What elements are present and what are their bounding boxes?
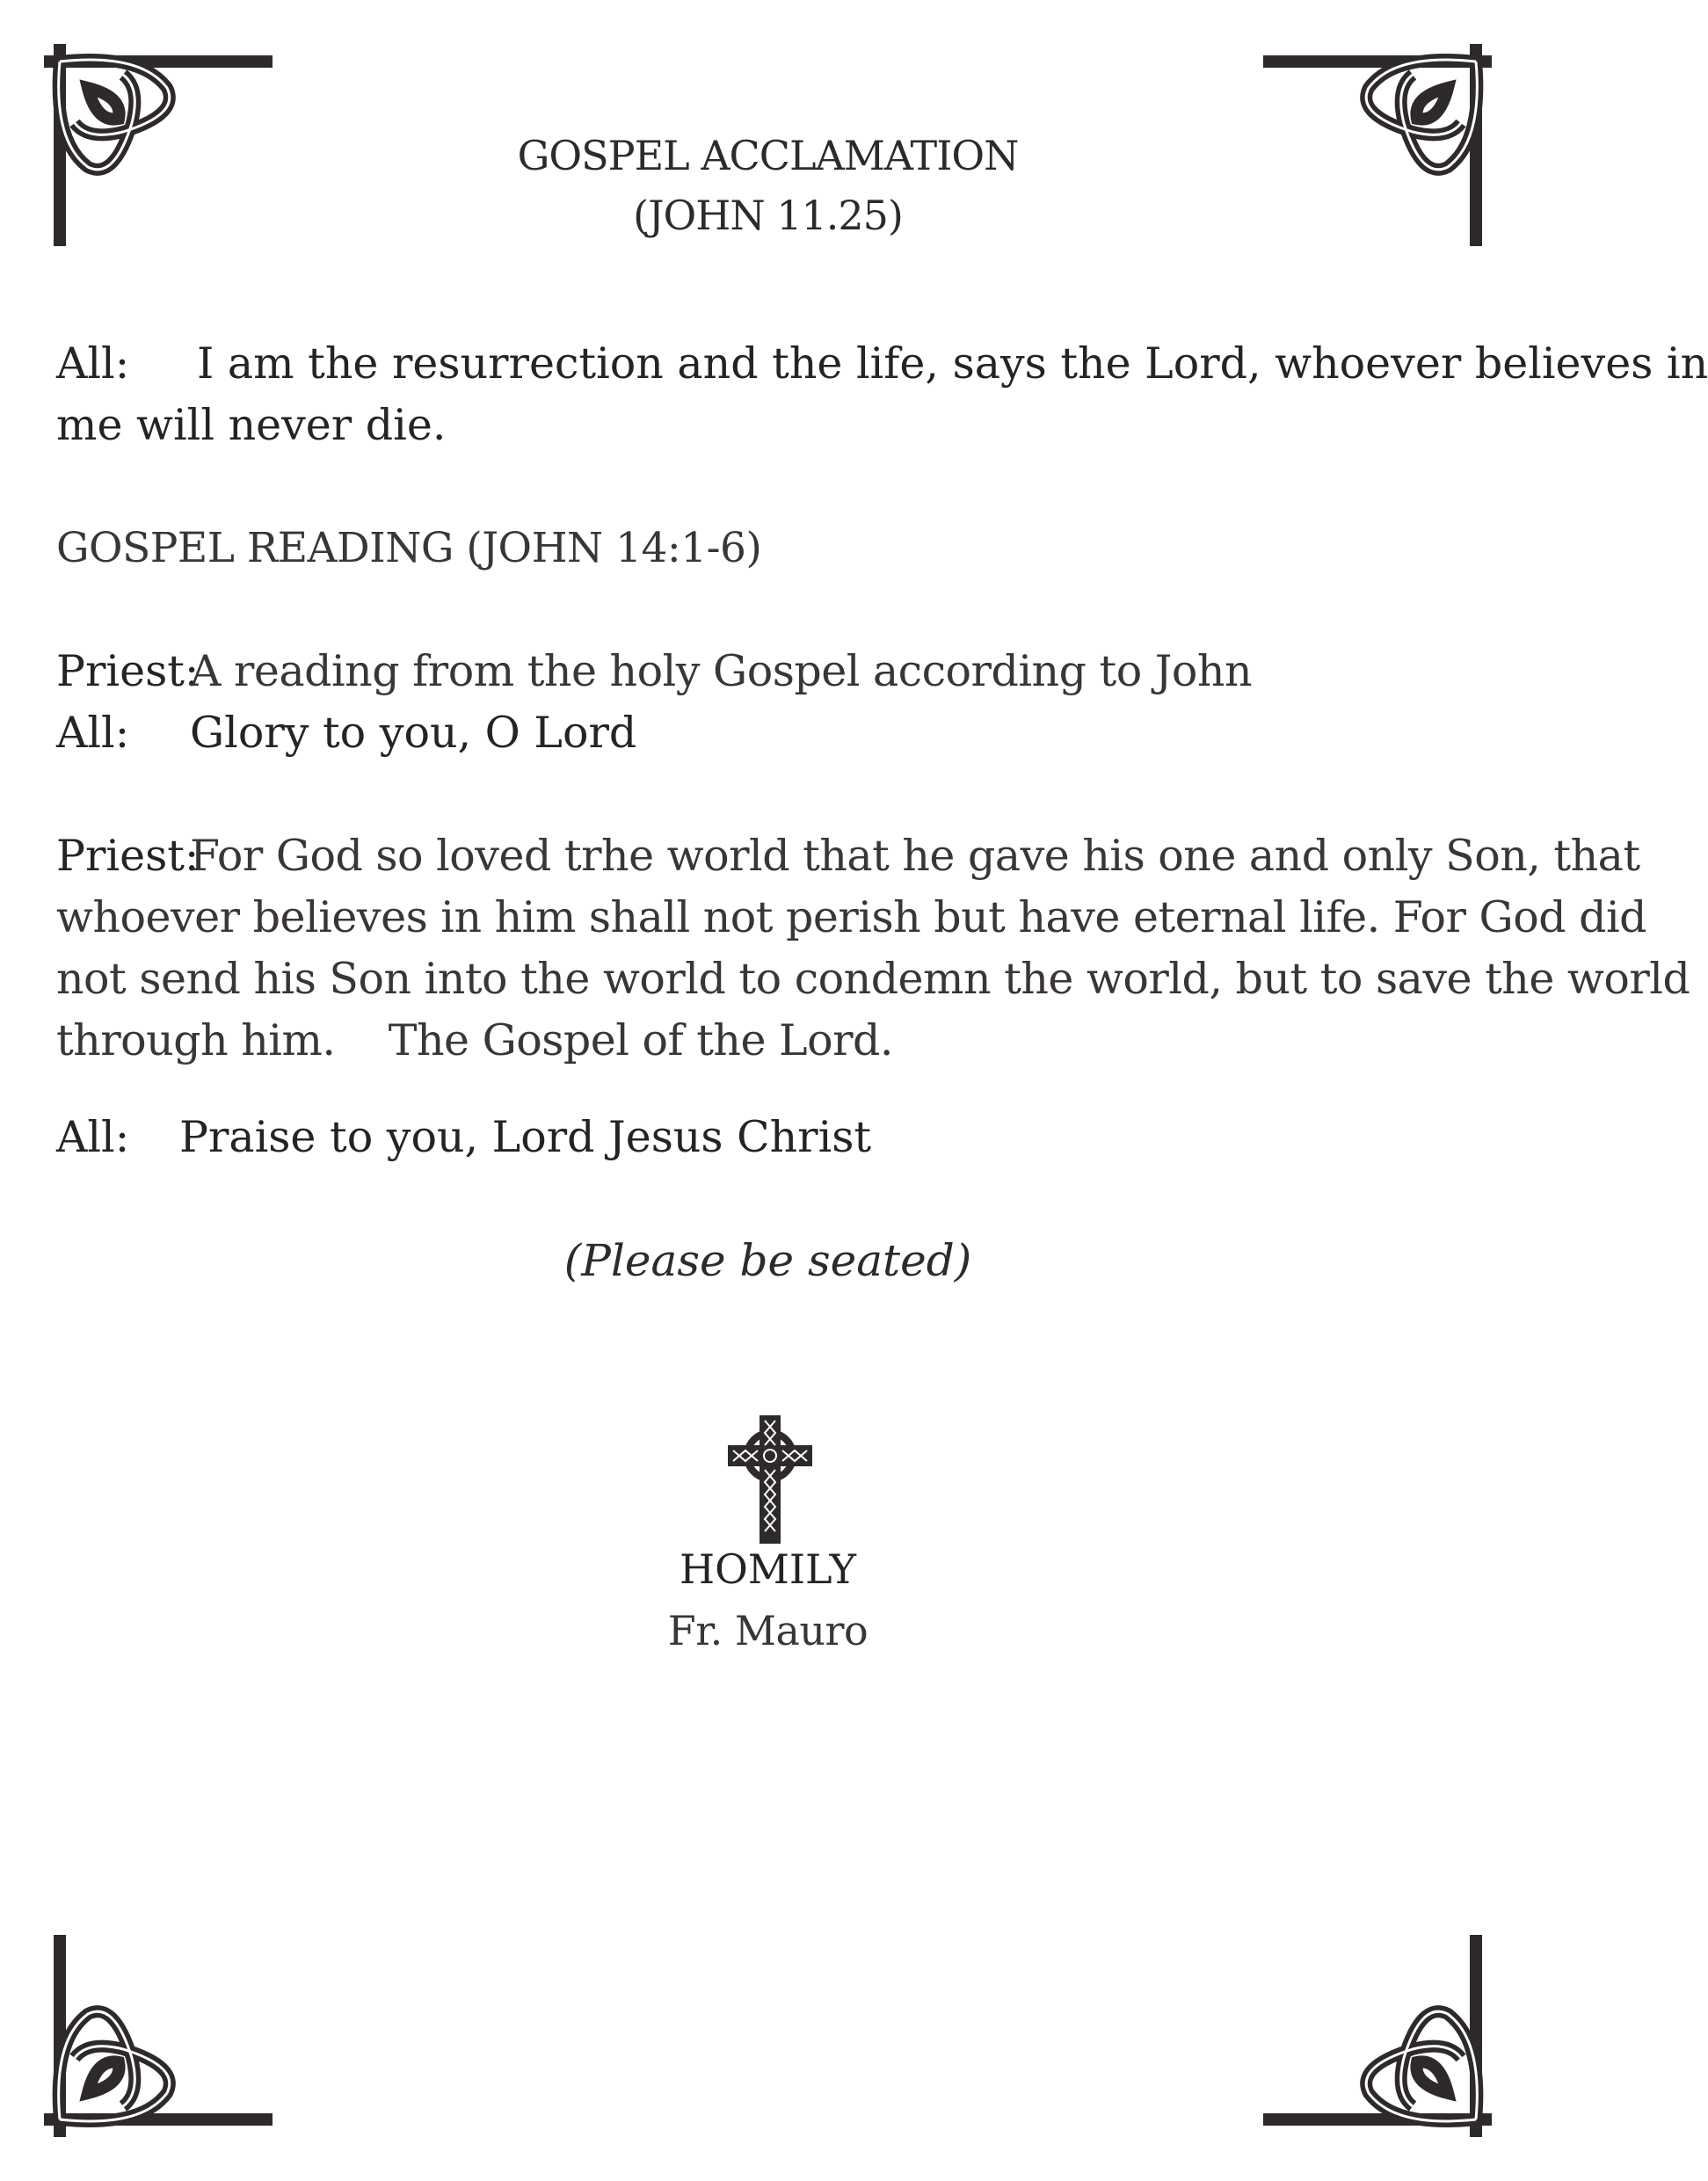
priest-label: Priest: [56,831,200,881]
all-label: All: [56,1112,130,1162]
speaker-label: All: [56,338,130,389]
homily-title: HOMILY [679,1545,857,1593]
passage-line-1 [56,831,1640,881]
acclamation-text: I am the resurrection and the life, says the Lord, whoever believes in [197,338,1708,389]
passage-line-3: not send his Son into the world to condemn the world, but to save the world [56,954,1690,1004]
celtic-knot-corner-icon [1237,1917,1501,2146]
all-label: All: [56,708,130,758]
reading-title: GOSPEL READING (JOHN 14:1-6) [56,524,762,572]
reading-intro-all [56,708,636,758]
passage-line-4: through him. The Gospel of the Lord. [56,1015,893,1065]
seating-instruction: (Please be seated) [563,1235,972,1286]
reading-response [56,1112,871,1162]
passage-line-2: whoever believes in him shall not perish but have eternal life. For God did [56,892,1647,942]
reading-intro-priest [56,646,1252,696]
acclamation-line-1 [56,338,1708,389]
celtic-cross-icon [728,1415,812,1544]
acclamation-title: GOSPEL ACCLAMATION [517,132,1019,179]
acclamation-line-2: me will never die. [56,400,447,450]
passage-text-1: For God so loved trhe world that he gave his one and only Son, that [190,831,1640,881]
priest-text: A reading from the holy Gospel according to John [190,646,1253,696]
celtic-knot-corner-icon [35,1917,299,2146]
all-text: Glory to you, O Lord [190,708,637,758]
homily-presenter: Fr. Mauro [667,1607,869,1654]
all-text: Praise to you, Lord Jesus Christ [179,1112,872,1162]
acclamation-reference: (JOHN 11.25) [633,192,903,239]
priest-label: Priest: [56,646,200,696]
